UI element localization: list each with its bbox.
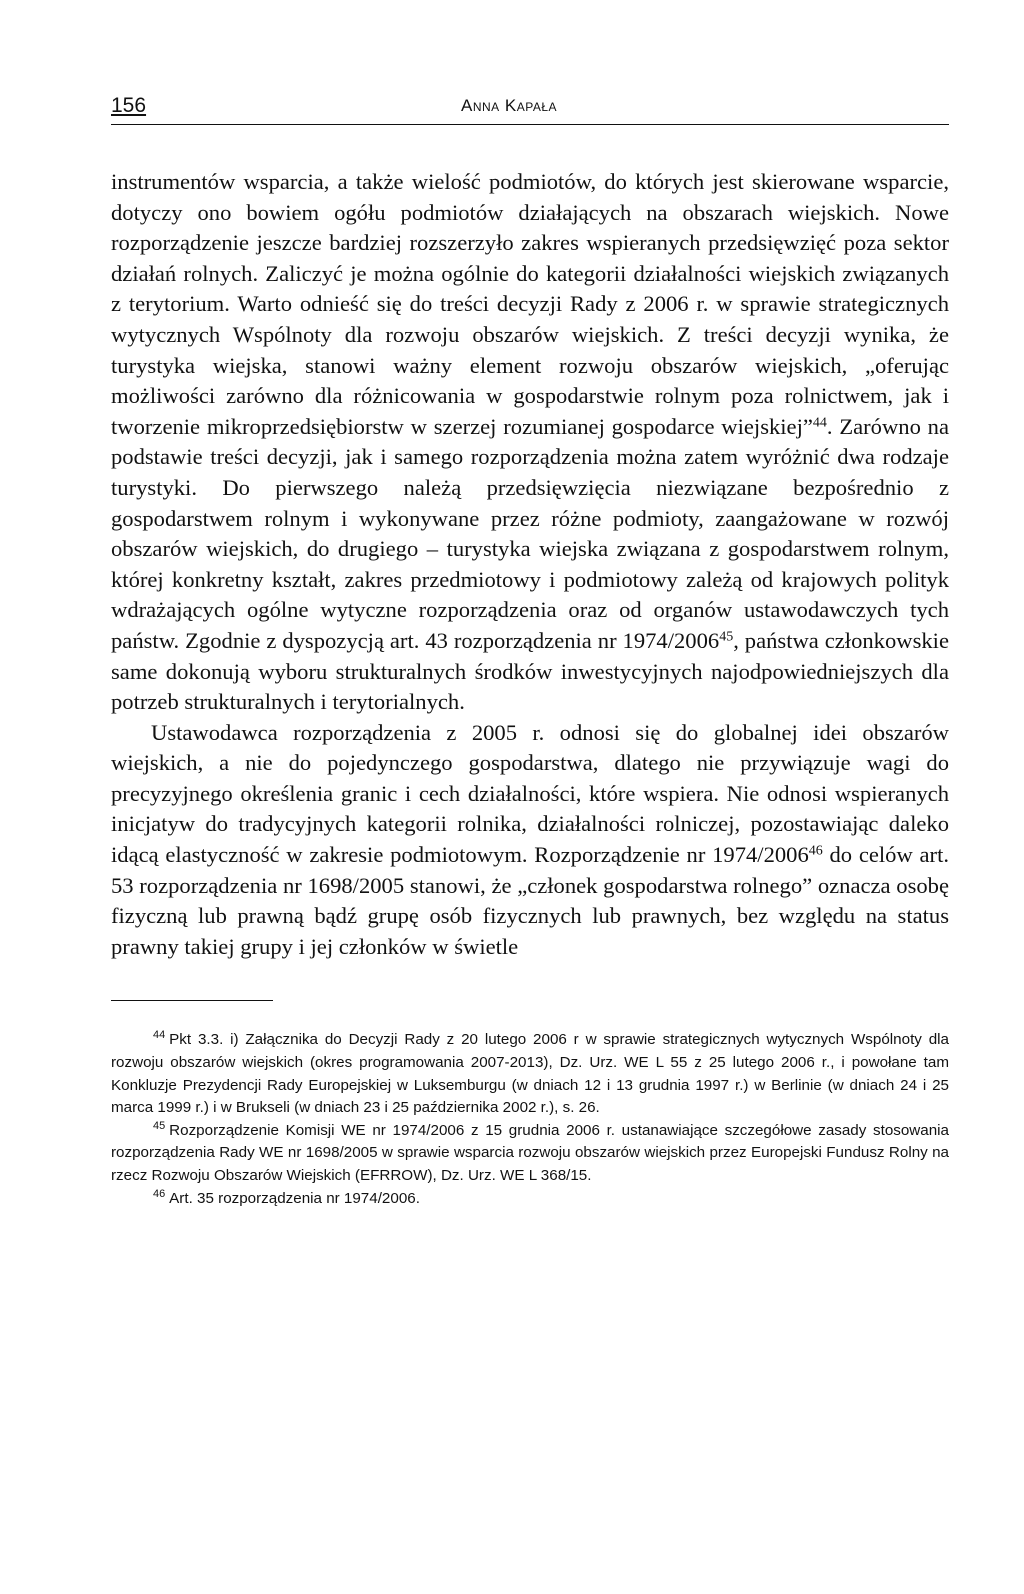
footnote-text: Rozporządzenie Komisji WE nr 1974/2006 z 15 grudnia 2006 r. ustanawiające szczegółowe zasady stosowania rozporządzenia Rady WE nr 1698/2005 w sprawie wsparcia rozwoju obszarów wiejskich przez Europejski Fundusz Rolny na rzecz Rozwoju Obszarów Wiejskich (EFRROW), Dz. Urz. WE L 368/15. (111, 1121, 949, 1184)
footnote-number: 44 (153, 1029, 166, 1042)
paragraph-2-text-b: do celów art. 53 rozporządzenia nr 1698/2005 stanowi, że „członek gospodarstwa rolnego” oznacza osobę fizyczną lub prawną bądź grupę osób fizycznych lub prawnych, bez względu na status prawny takiej grupy i jej członków w świetle (111, 842, 949, 959)
footnote-separator (111, 1000, 273, 1001)
footnote-number: 45 (153, 1119, 166, 1132)
footnotes (111, 1029, 949, 1210)
book-page (111, 88, 949, 1210)
page-number: 156 (111, 94, 147, 117)
footnote-text: Art. 35 rozporządzenia nr 1974/2006. (169, 1189, 420, 1207)
paragraph-1-text-b: . Zarówno na podstawie treści decyzji, jak i samego rozporządzenia można zatem wyróżnić dwa rodzaje turystyki. Do pierwszego należą przedsięwzięcia niezwiązane bezpośrednio z gospodarstwem rolnym i wykonywane przez różne podmioty, zaangażowane w rozwój obszarów wiejskich, do drugiego – turystyka wiejska związana z gospodarstwem rolnym, której konkretny kształt, zakres przedmiotowy i podmiotowy zależą od krajowych polityk wdrażających ogólne wytyczne rozporządzenia oraz od organów ustawodawczych tych państw. Zgodnie z dyspozycją art. 43 rozporządzenia nr 1974/2006 (111, 413, 949, 653)
paragraph-1-text-c: , państwa członkowskie same dokonują wyboru strukturalnych środków inwestycyjnych najodpowiedniejszych dla potrzeb strukturalnych i terytorialnych. (111, 627, 949, 715)
author-name: Anna Kapała (461, 96, 558, 115)
footnote-ref-46: 46 (808, 843, 823, 859)
paragraph-1 (111, 167, 949, 718)
footnote-text: Pkt 3.3. i) Załącznika do Decyzji Rady z 20 lutego 2006 r w sprawie strategicznych wytycznych Wspólnoty dla rozwoju obszarów wiejskich (okres programowania 2007-2013), Dz. Urz. WE L 55 z 25 lutego 2006 r., i powołane tam Konkluzje Prezydencji Rady Europejskiej w Luksemburgu (w dniach 12 i 13 grudnia 1997 r.) w Berlinie (w dniach 24 i 25 marca 1999 r.) i w Brukseli (w dniach 23 i 25 października 2002 r.), s. 26. (111, 1031, 949, 1117)
paragraph-1-text-a: instrumentów wsparcia, a także wielość podmiotów, do których jest skierowane wsparcie, dotyczy ono bowiem ogółu podmiotów działających na obszarach wiejskich. Nowe rozporządzenie jeszcze bardziej rozszerzyło zakres wspieranych przedsięwzięć poza sektor działań rolnych. Zaliczyć je można ogólnie do kategorii działalności wiejskich związanych z terytorium. Warto odnieść się do treści decyzji Rady z 2006 r. w sprawie strategicznych wytycznych Wspólnoty dla rozwoju obszarów wiejskich. Z treści decyzji wynika, że turystyka wiejska, stanowi ważny element rozwoju obszarów wiejskich, „oferując możliwości zarówno dla różnicowania w gospodarstwie rolnym poza rolnictwem, jak i tworzenie mikroprzedsiębiorstw w szerzej rozumianej gospodarce wiejskiej” (111, 169, 949, 439)
footnote-46 (111, 1188, 949, 1211)
footnote-number: 46 (153, 1187, 166, 1200)
paragraph-2-text-a: Ustawodawca rozporządzenia z 2005 r. odnosi się do globalnej idei obszarów wiejskich, a nie do pojedynczego gospodarstwa, dlatego nie przywiązuje wagi do precyzyjnego określenia granic i cech działalności, które wspiera. Nie odnosi wspieranych inicjatyw do tradycyjnych kategorii rolnika, działalności rolniczej, pozostawiając daleko idącą elastyczność w zakresie podmiotowym. Rozporządzenie nr 1974/2006 (111, 719, 949, 868)
footnote-ref-45: 45 (719, 629, 734, 645)
paragraph-2 (111, 718, 949, 963)
footnote-45 (111, 1120, 949, 1188)
footnote-44 (111, 1029, 949, 1119)
footnote-ref-44: 44 (812, 415, 827, 431)
running-head (111, 88, 949, 125)
main-text (111, 167, 949, 962)
